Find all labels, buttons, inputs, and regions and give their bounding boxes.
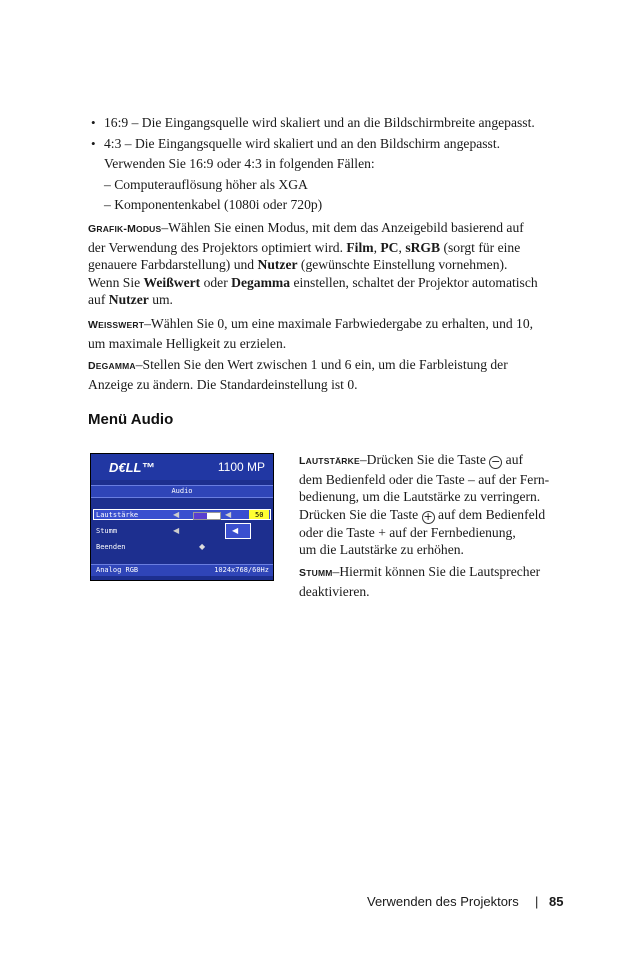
stumm-paragraph: STUMM–Hiermit können Sie die Lautsprecher deaktivieren. (299, 564, 541, 599)
stumm-term: STUMM (299, 567, 333, 579)
bullet-4-3: 4:3 – Die Eingangsquelle wird skaliert und an den Bildschirm angepasst. (104, 136, 501, 151)
volume-slider-fill (194, 513, 207, 519)
osd-item-beenden: Beenden (96, 543, 126, 551)
minus-circle-icon: − (491, 455, 501, 468)
osd-audio-menu (90, 453, 274, 581)
footer-section: Verwenden des Projektors (367, 894, 519, 909)
osd-resolution: 1024x768/60Hz (214, 566, 269, 574)
page-number: 85 (549, 894, 564, 909)
plus-circle-icon: + (423, 509, 433, 523)
osd-title-bar (91, 485, 273, 498)
weisswert-paragraph: WEISSWERT–Wählen Sie 0, um eine maximale Farbwiedergabe zu erhalten, und 10, um maximale Helligkeit zu erzielen. (88, 316, 534, 351)
speaker-minus-icon: ◀ (173, 510, 180, 519)
osd-status-bar (91, 564, 273, 576)
osd-model: 1100 MP (217, 460, 265, 474)
bullet-dot: • (91, 136, 96, 151)
lautstaerke-term: LAUTSTÄRKE (299, 455, 360, 467)
osd-source: Analog RGB (96, 566, 139, 574)
speaker-plus-icon: ◀ (225, 510, 232, 519)
osd-menu-title: Audio (171, 487, 193, 495)
mute-on-icon: ◀ (232, 526, 239, 535)
grafik-modus-term: GRAFIK-MODUS (88, 223, 162, 235)
volume-value: 50 (255, 511, 264, 519)
osd-item-stumm: Stumm (96, 527, 118, 535)
use-line: Verwenden Sie 16:9 oder 4:3 in folgenden Fällen: (104, 156, 375, 171)
degamma-term: DEGAMMA (88, 360, 136, 372)
section-title: Menü Audio (88, 411, 174, 428)
dash-item: – Computerauflösung höher als XGA (104, 177, 308, 192)
degamma-paragraph: DEGAMMA–Stellen Sie den Wert zwischen 1 und 6 ein, um die Farbleistung der Anzeige zu ändern. Die Standardeinstellung ist 0. (88, 357, 508, 392)
volume-slider (193, 512, 221, 520)
osd-item-lautstaerke: Lautstärke (96, 511, 139, 519)
weisswert-term: WEISSWERT (88, 319, 145, 331)
mute-off-icon: ◀ (173, 526, 180, 535)
footer-separator: | (535, 894, 539, 909)
dell-logo: D€LL™ (109, 460, 155, 475)
osd-header (91, 454, 273, 480)
dash-item: – Komponentenkabel (1080i oder 720p) (104, 197, 323, 212)
bullet-16-9: 16:9 – Die Eingangsquelle wird skaliert und an die Bildschirmbreite angepasst. (104, 115, 535, 130)
exit-icon: ◆ (199, 542, 206, 551)
bullet-dot: • (91, 115, 96, 130)
lautstaerke-paragraph: LAUTSTÄRKE–Drücken Sie die Taste − auf dem Bedienfeld oder die Taste – auf der Fern- bedienung, um die Lautstärke zu verringern. Drücken Sie die Taste + auf dem Bedienfeld oder die Taste + auf der Fernbedienung, um die Lautstärke zu erhöhen. (299, 452, 550, 557)
grafik-modus-paragraph: GRAFIK-MODUS–Wählen Sie einen Modus, mit dem das Anzeigebild basierend auf der Verwendung des Projektors optimiert wird. Film, PC, sRGB (sorgt für eine genauere Farbdarstellung) und Nutzer (gewünschte Einstellung vornehmen). Wenn Sie Weißwert oder Degamma einstellen, schaltet der Projektor automatisch auf Nutzer um. (88, 220, 538, 307)
